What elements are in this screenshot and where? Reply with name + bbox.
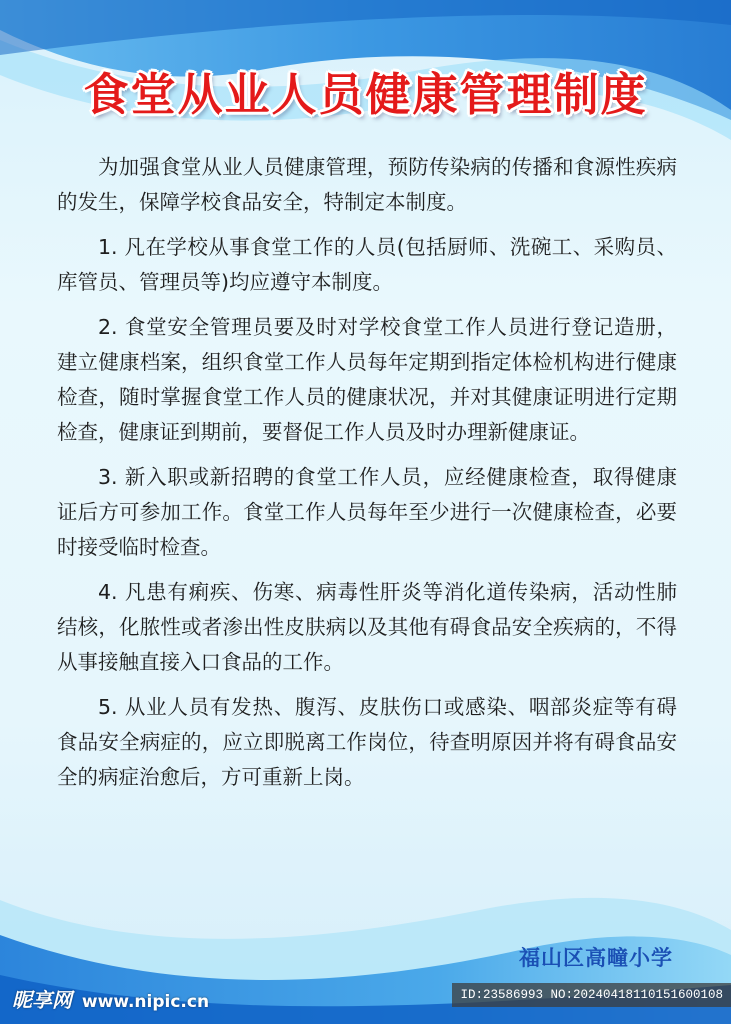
page-title: 食堂从业人员健康管理制度 [83,68,648,121]
clause-5: 5. 从业人员有发热、腹泻、皮肤伤口或感染、咽部炎症等有碍食品安全病症的，应立即脱离工作岗位，待查明原因并将有碍食品安全的病症治愈后，方可重新上岗。 [57,695,677,789]
intro-paragraph: 为加强食堂从业人员健康管理，预防传染病的传播和食源性疾病的发生，保障学校食品安全，特制定本制度。 [57,155,677,214]
policy-body [57,150,677,805]
watermark-id-bar: ID:23586993 NO:20240418110151600108 [452,983,731,1007]
watermark-logo-text: 昵享网 [12,988,72,1012]
clause-2: 2. 食堂安全管理员要及时对学校食堂工作人员进行登记造册，建立健康档案，组织食堂工作人员每年定期到指定体检机构进行健康检查，随时掌握食堂工作人员的健康状况，并对其健康证明进行定期检查，健康证到期前，要督促工作人员及时办理新健康证。 [57,315,677,444]
clause-1: 1. 凡在学校从事食堂工作的人员(包括厨师、洗碗工、采购员、库管员、管理员等)均应遵守本制度。 [57,235,677,294]
clause-3: 3. 新入职或新招聘的食堂工作人员，应经健康检查，取得健康证后方可参加工作。食堂工作人员每年至少进行一次健康检查，必要时接受临时检查。 [57,465,677,559]
clause-4: 4. 凡患有痢疾、伤寒、病毒性肝炎等消化道传染病，活动性肺结核，化脓性或者渗出性皮肤病以及其他有碍食品安全疾病的，不得从事接触直接入口食品的工作。 [57,580,677,674]
watermark-url: www.nipic.cn [81,992,210,1012]
watermark-brand [12,984,209,1013]
school-name: 福山区高疃小学 [519,946,673,970]
